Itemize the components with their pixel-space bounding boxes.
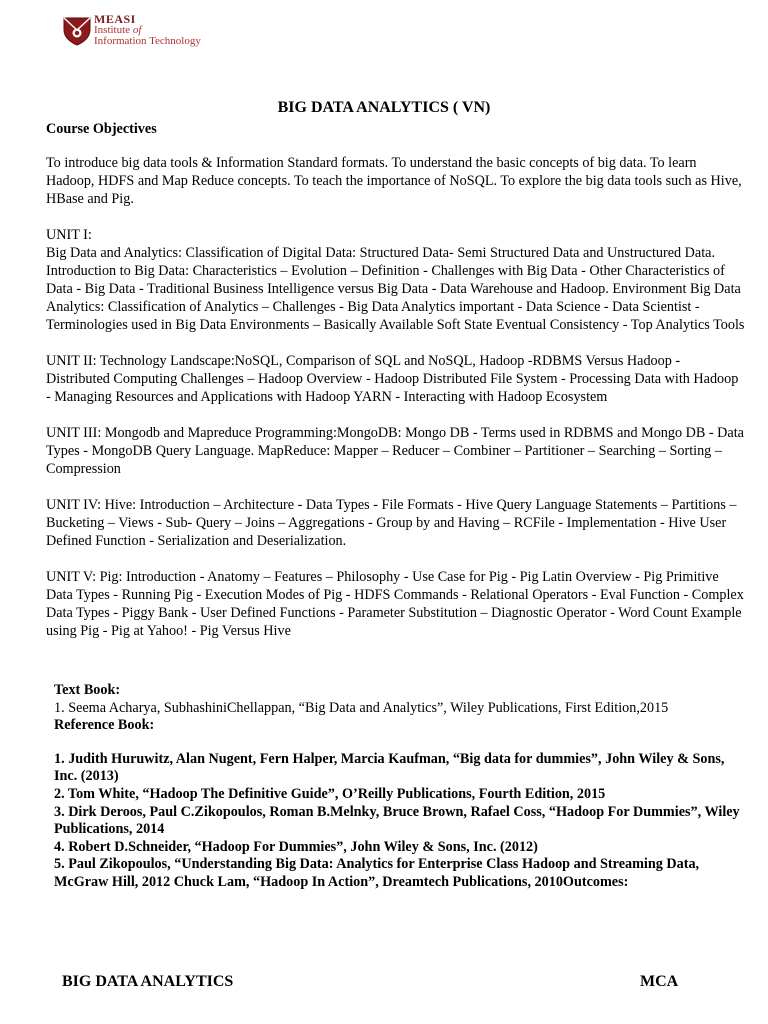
footer-program: MCA <box>640 973 679 990</box>
reference-book-heading: Reference Book: <box>54 717 155 734</box>
logo-line-1: MEASI <box>94 12 136 26</box>
logo-text <box>94 14 201 47</box>
reference-entry: 5. Paul Zikopoulos, “Understanding Big Data: Analytics for Enterprise Class Hadoop and Streaming Data, McGraw Hill, 2012 Chuck Lam, “Hadoop In Action”, Dreamtech Publications, 2010Outcomes: <box>54 856 700 890</box>
logo-line-2-prefix: Institute <box>94 24 133 36</box>
unit-5-text: UNIT V: Pig: Introduction - Anatomy – Features – Philosophy - Use Case for Pig - Pig Latin Overview - Pig Primitive Data Types - Running Pig - Execution Modes of Pig - HDFS Commands - Relational Operators - Eval Function - Complex Data Types - Piggy Bank - User Defined Functions - Parameter Substitution – Diagnostic Operator - Word Count Example using Pig - Pig at Yahoo! - Pig Versus Hive <box>46 569 744 639</box>
logo-line-3: Information Technology <box>94 35 201 47</box>
shield-icon <box>62 14 92 46</box>
unit-4-text: UNIT IV: Hive: Introduction – Architecture - Data Types - File Formats - Hive Query Language Statements – Partitions – Bucketing – Views - Sub- Query – Joins – Aggregations - Group by and Having – RCFile - Implementation - Hive User Defined Function - Serialization and Deserialization. <box>46 497 737 549</box>
unit-1-text: Big Data and Analytics: Classification of Digital Data: Structured Data- Semi Structured Data and Unstructured Data. Introduction to Big Data: Characteristics – Evolution – Definition - Challenges with Big Data - Other Characteristics of Data - Big Data - Traditional Business Intelligence versus Big Data - Data Warehouse and Hadoop. Environment Big Data Analytics: Classification of Analytics – Challenges - Big Data Analytics important - Data Science - Data Scientist - Terminologies used in Big Data Environments – Basically Available Soft State Eventual Consistency - Top Analytics Tools <box>46 245 745 333</box>
text-book-heading: Text Book: <box>54 682 121 698</box>
institute-logo <box>62 14 242 50</box>
text-book-entry: 1. Seema Acharya, SubhashiniChellappan, “Big Data and Analytics”, Wiley Publications, First Edition,2015 <box>54 699 669 716</box>
reference-entry: 2. Tom White, “Hadoop The Definitive Guide”, O’Reilly Publications, Fourth Edition, 2015 <box>54 785 606 802</box>
unit-2-text: UNIT II: Technology Landscape:NoSQL, Comparison of SQL and NoSQL, Hadoop -RDBMS Versus Hadoop - Distributed Computing Challenges – Hadoop Overview - Hadoop Distributed File System - Processing Data with Hadoop - Managing Resources and Applications with Hadoop YARN - Interacting with Hadoop Ecosystem <box>46 353 739 405</box>
document-title: BIG DATA ANALYTICS ( VN) <box>277 99 491 116</box>
logo-line-2-italic: of <box>132 24 142 36</box>
footer-course-name: BIG DATA ANALYTICS <box>62 973 234 990</box>
syllabus-content <box>46 120 746 658</box>
reference-entry: 3. Dirk Deroos, Paul C.Zikopoulos, Roman B.Melnky, Bruce Brown, Rafael Coss, “Hadoop For Dummies”, Wiley Publications, 2014 <box>54 803 740 838</box>
books-section <box>54 682 744 892</box>
reference-entry: 1. Judith Huruwitz, Alan Nugent, Fern Halper, Marcia Kaufman, “Big data for dummies”, John Wiley & Sons, Inc. (2013) <box>54 750 725 785</box>
course-objectives-text: To introduce big data tools & Information Standard formats. To understand the basic concepts of big data. To learn Hadoop, HDFS and Map Reduce concepts. To teach the importance of NoSQL. To explore the big data tools such as Hive, HBase and Pig. <box>46 155 742 207</box>
course-objectives-heading: Course Objectives <box>46 121 157 137</box>
reference-entry: 4. Robert D.Schneider, “Hadoop For Dummies”, John Wiley & Sons, Inc. (2012) <box>54 838 538 855</box>
unit-1-label: UNIT I: <box>46 227 92 243</box>
unit-3-text: UNIT III: Mongodb and Mapreduce Programming:MongoDB: Mongo DB - Terms used in RDBMS and Mongo DB - Data Types - MongoDB Query Language. MapReduce: Mapper – Reducer – Combiner – Partitioner – Searching – Sorting – Compression <box>46 425 744 477</box>
